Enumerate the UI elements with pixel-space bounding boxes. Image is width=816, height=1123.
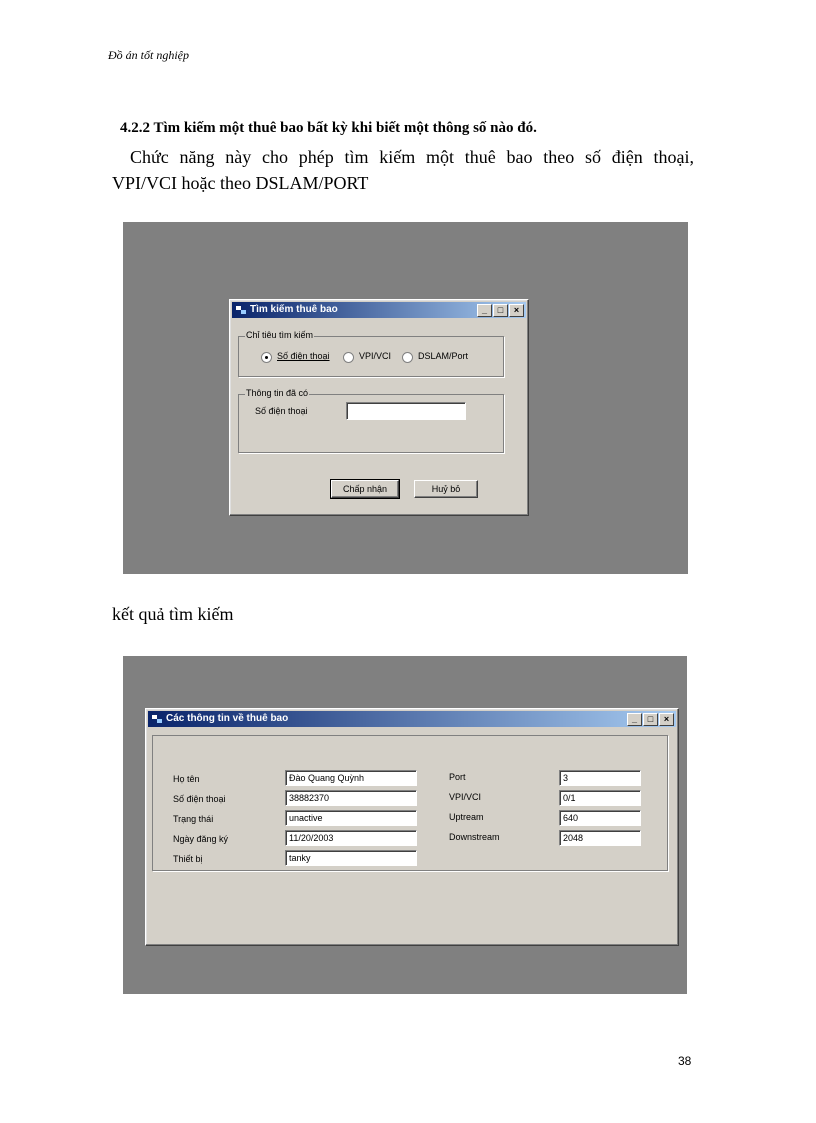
vpivci-field[interactable]: 0/1 (559, 790, 641, 806)
search-screenshot (123, 222, 688, 574)
close-icon[interactable]: × (659, 713, 674, 726)
port-field[interactable]: 3 (559, 770, 641, 786)
radio-phone-label: Số điện thoại (277, 351, 330, 361)
radio-vpi[interactable] (343, 352, 354, 363)
cancel-button[interactable]: Huỷ bỏ (414, 480, 478, 498)
result-window (145, 708, 679, 946)
criteria-group (238, 330, 504, 377)
radio-dslam[interactable] (402, 352, 413, 363)
maximize-icon[interactable]: □ (643, 713, 658, 726)
radio-vpi-label: VPI/VCI (359, 351, 392, 361)
downstream-label: Downstream (449, 832, 500, 842)
app-icon (235, 304, 247, 316)
date-label: Ngày đăng ký (173, 834, 229, 844)
downstream-field[interactable]: 2048 (559, 830, 641, 846)
uptream-field[interactable]: 640 (559, 810, 641, 826)
info-group-legend: Thông tin đã có (246, 388, 309, 398)
result-group (152, 735, 668, 871)
status-field[interactable]: unactive (285, 810, 417, 826)
section-heading: 4.2.2 Tìm kiếm một thuê bao bất kỳ khi biết một thông số nào đó. (120, 120, 537, 136)
result-screenshot (123, 656, 687, 994)
phone-input[interactable] (346, 402, 466, 420)
phone-field[interactable]: 38882370 (285, 790, 417, 806)
phone-label: Số điện thoại (173, 794, 226, 804)
page-header: Đồ án tốt nghiệp (108, 48, 189, 62)
ok-button[interactable]: Chấp nhận (331, 480, 399, 498)
radio-phone[interactable] (261, 352, 272, 363)
date-field[interactable]: 11/20/2003 (285, 830, 417, 846)
search-window-title: Tìm kiếm thuê bao (250, 304, 338, 315)
device-field[interactable]: tanky (285, 850, 417, 866)
close-icon[interactable]: × (509, 304, 524, 317)
search-window-titlebar (232, 302, 526, 318)
phone-label: Số điện thoại (255, 406, 308, 416)
minimize-icon[interactable]: _ (627, 713, 642, 726)
status-label: Trạng thái (173, 814, 214, 824)
result-window-title: Các thông tin về thuê bao (166, 713, 289, 724)
uptream-label: Uptream (449, 812, 484, 822)
search-window (229, 299, 529, 516)
port-label: Port (449, 772, 466, 782)
device-label: Thiết bị (173, 854, 203, 864)
info-group (238, 388, 504, 453)
section-paragraph (112, 144, 694, 196)
vpivci-label: VPI/VCI (449, 792, 482, 802)
result-window-titlebar (148, 711, 676, 727)
radio-dslam-label: DSLAM/Port (418, 351, 469, 361)
criteria-group-legend: Chỉ tiêu tìm kiếm (246, 330, 314, 340)
app-icon (151, 713, 163, 725)
maximize-icon[interactable]: □ (493, 304, 508, 317)
name-field[interactable]: Đào Quang Quỳnh (285, 770, 417, 786)
name-label: Họ tên (173, 774, 200, 784)
result-caption: kết quả tìm kiếm (112, 604, 234, 624)
page-number: 38 (678, 1054, 692, 1068)
minimize-icon[interactable]: _ (477, 304, 492, 317)
paragraph-line-1: Chức năng này cho phép tìm kiếm một thuê bao theo số điện thoại, (130, 147, 694, 167)
paragraph-line-2: VPI/VCI hoặc theo DSLAM/PORT (112, 173, 369, 193)
